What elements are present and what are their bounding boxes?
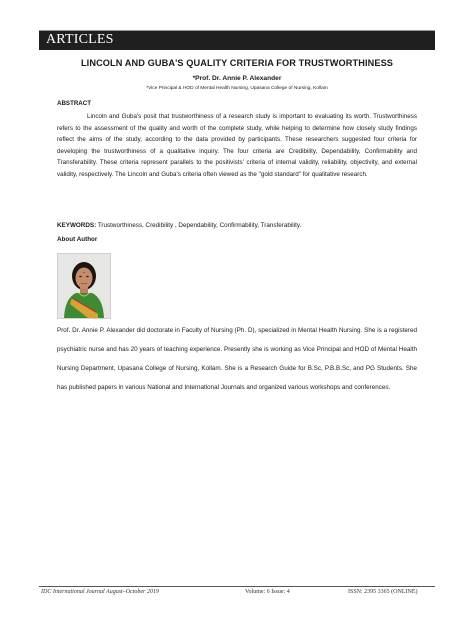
- footer-volume: Volume: 6 Issue: 4: [245, 589, 290, 595]
- keywords-text: Trustworthiness, Credibility , Dependability, Confirmability, Transferability.: [96, 222, 302, 229]
- about-author-heading: About Author: [57, 236, 98, 243]
- author-photo: [57, 253, 111, 319]
- abstract-heading: ABSTRACT: [57, 100, 92, 107]
- author-name: *Prof. Dr. Annie P. Alexander: [192, 75, 282, 82]
- article-title: LINCOLN AND GUBA'S QUALITY CRITERIA FOR TRUSTWORTHINESS: [80, 58, 394, 68]
- section-banner: [39, 31, 435, 50]
- footer-rule: [39, 586, 435, 587]
- footer-issn: ISSN: 2395 3365 (ONLINE): [348, 589, 418, 595]
- keywords-line: [57, 222, 417, 229]
- abstract-text: Lincoln and Guba's posit that trustworthiness of a research study is important to evaluating its worth. Trustworthiness refers to the assessment of the quality and worth of the complete study, while helping to determine how closely study findings reflect the aims of the study, according to the data provided by participants. These researchers suggested four criteria for developing the trustworthiness of a qualitative inquiry. The four criteria are Credibility, Dependability, Confirmability and Transferability. These criteria represent parallels to the positivists' criteria of internal validity, reliability, objectivity, and external validity, respectively. The Lincoln and Guba's criteria often viewed as the "gold standard" for qualitative research.: [57, 113, 417, 178]
- author-affiliation: *Vice Principal & HOD of Mental Health Nursing, Upasana College of Nursing, Kollam: [146, 86, 328, 91]
- keywords-label: KEYWORDS:: [57, 222, 97, 229]
- page-footer: [39, 589, 435, 599]
- section-label: ARTICLES: [46, 32, 114, 47]
- footer-journal: IDC International Journal August–October 2019: [41, 589, 159, 595]
- about-author-text: Prof. Dr. Annie P. Alexander did doctorate in Faculty of Nursing (Ph. D), specialized in Mental Health Nursing. She is a registered psychiatric nurse and has 20 years of teaching experience. Presently she is working as Vice Principal and HOD of Mental Health Nursing Department, Upasana College of Nursing, Kollam. She is a Research Guide for B.Sc, P.B.B.Sc, and PG Students. She has published papers in various National and International Journals and organized various workshops and conferences.: [57, 327, 417, 391]
